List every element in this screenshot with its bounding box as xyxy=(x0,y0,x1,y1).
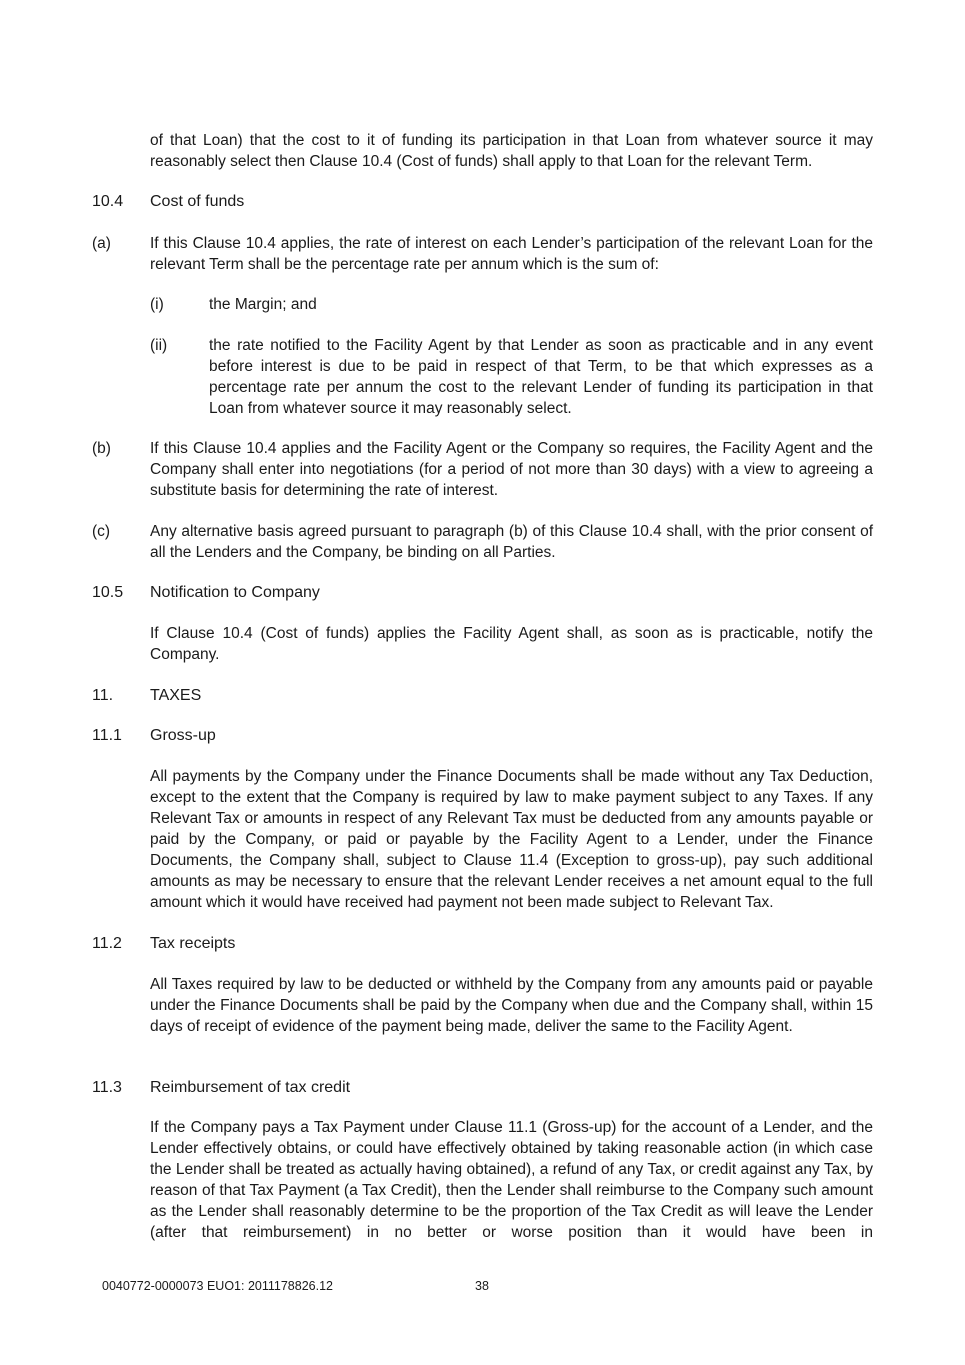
section-number: 10.4 xyxy=(92,193,124,210)
paragraph-text: All Taxes required by law to be deducted or withheld by the Company from any amounts paid or payable under the Finance Documents shall be paid by the Company when due and the Company shall, within 15 days of receipt of evidence of the payment being made, deliver the same to the Facility Agent. xyxy=(150,976,873,1035)
paragraph-text: Any alternative basis agreed pursuant to paragraph (b) of this Clause 10.4 shall, with the prior consent of all the Lenders and the Company, be binding on all Parties. xyxy=(150,523,873,561)
section-number: 10.5 xyxy=(92,584,124,601)
section-number: 11.1 xyxy=(92,727,122,744)
paragraph-text: If Clause 10.4 (Cost of funds) applies the Facility Agent shall, as soon as is practicable, notify the Company. xyxy=(150,625,873,663)
section-number: 11.2 xyxy=(92,935,122,952)
section-title: Gross-up xyxy=(150,727,216,744)
paragraph-label: (a) xyxy=(92,235,111,252)
paragraph-text: If this Clause 10.4 applies, the rate of interest on each Lender’s participation of the relevant Loan for the relevant Term shall be the percentage rate per annum which is the sum of: xyxy=(150,235,873,273)
subparagraph-text: the Margin; and xyxy=(209,296,317,313)
section-title: TAXES xyxy=(150,687,202,704)
section-number: 11. xyxy=(92,687,114,704)
subparagraph-label: (ii) xyxy=(150,337,168,354)
document-reference: 0040772-0000073 EUO1: 2011178826.12 xyxy=(102,1279,333,1293)
paragraph-text: If this Clause 10.4 applies and the Facility Agent or the Company so requires, the Facility Agent and the Company shall enter into negotiations (for a period of not more than 30 days) with a view to agreeing a substitute basis for determining the rate of interest. xyxy=(150,440,873,499)
subparagraph-text: the rate notified to the Facility Agent by that Lender as soon as practicable and in any event before interest is due to be paid in respect of that Term, to be that which expresses as a percentage rate per annum the cost to the relevant Lender of funding its participation in that Loan from whatever source it may reasonably select. xyxy=(209,337,873,417)
paragraph-text: All payments by the Company under the Finance Documents shall be made without any Tax Deduction, except to the extent that the Company is required by law to make payment subject to any Taxes. If any Relevant Tax or amounts in respect of any Relevant Tax must be deducted from any amounts payable or paid by the Company, or paid or payable by the Facility Agent to a Lender, under the Finance Documents, the Company shall, subject to Clause 11.4 (Exception to gross-up), pay such additional amounts as may be necessary to ensure that the relevant Lender receives a net amount equal to the full amount which it would have received had payment not been made subject to Relevant Tax. xyxy=(150,768,873,911)
paragraph-label: (c) xyxy=(92,523,111,540)
section-title: Tax receipts xyxy=(150,935,236,952)
page-number: 38 xyxy=(475,1279,489,1293)
paragraph-label: (b) xyxy=(92,440,111,457)
section-title: Reimbursement of tax credit xyxy=(150,1079,351,1096)
section-title: Notification to Company xyxy=(150,584,320,601)
intro-paragraph: of that Loan) that the cost to it of funding its participation in that Loan from whatever source it may reasonably select then Clause 10.4 (Cost of funds) shall apply to that Loan for the relevant Term. xyxy=(150,132,873,170)
section-number: 11.3 xyxy=(92,1079,122,1096)
section-title: Cost of funds xyxy=(150,193,245,210)
subparagraph-label: (i) xyxy=(150,296,164,313)
paragraph-text: If the Company pays a Tax Payment under Clause 11.1 (Gross-up) for the account of a Lender, and the Lender effectively obtains, or could have effectively obtained by taking reasonable action (in which case the Lender shall be treated as actually having obtained), a refund of any Tax, or credit against any Tax, by reason of that Tax Payment (a Tax Credit), then the Lender shall reimburse to the Company such amount as the Lender shall reasonably determine to be the proportion of the Tax Credit as will leave the Lender (after that reimbursement) in no better or worse position than it would have been in xyxy=(150,1119,873,1241)
